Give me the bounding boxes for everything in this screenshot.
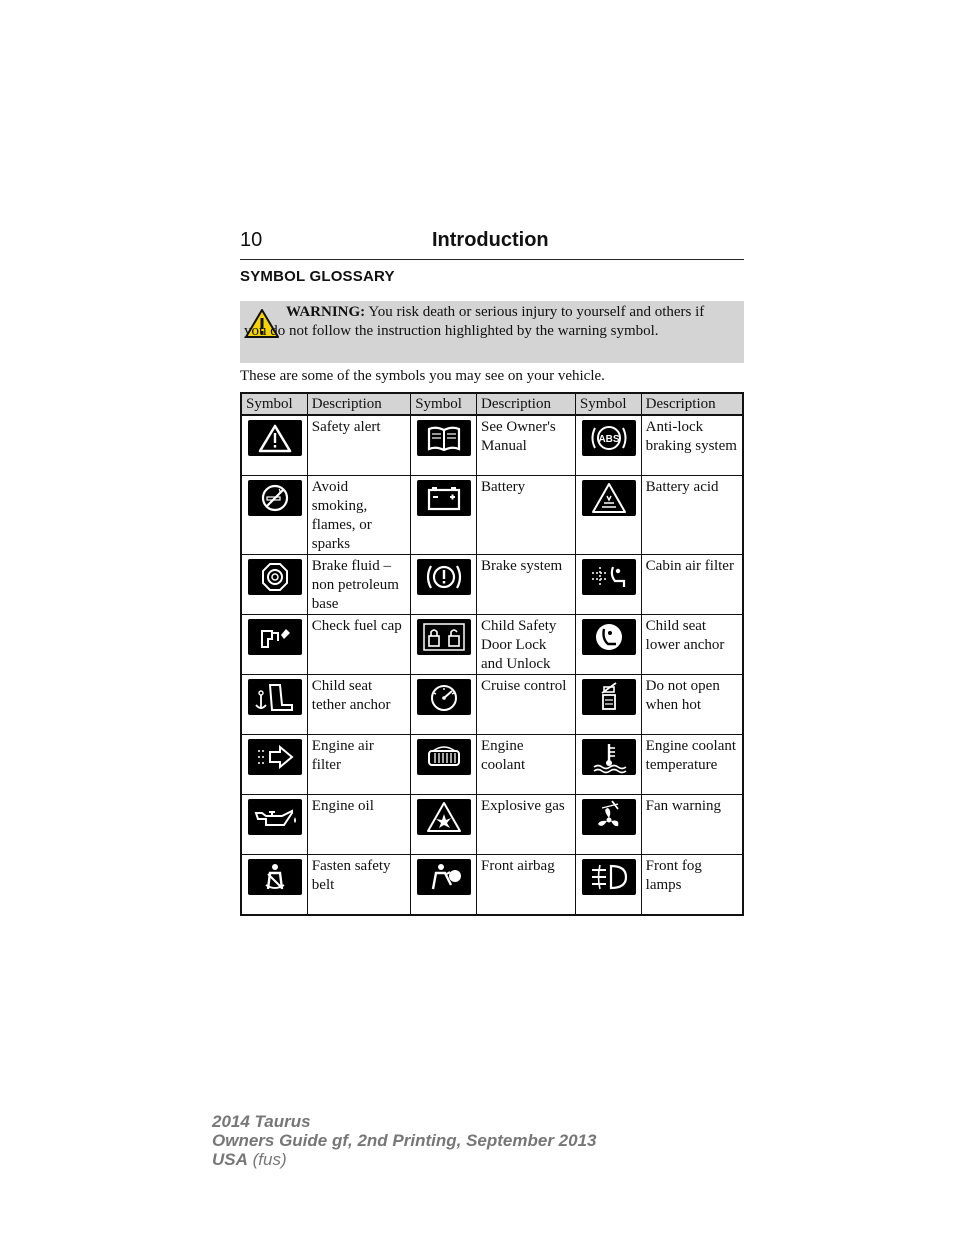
warning-text: [244, 303, 710, 341]
symbol-description: Engine air filter: [307, 735, 410, 795]
intro-text: These are some of the symbols you may see on your vehicle.: [240, 368, 605, 384]
warning-body: You risk death or serious injury to yourself and others if you do not follow the instruction highlighted by the warning symbol.: [244, 304, 705, 339]
column-header: Description: [476, 393, 575, 415]
child-lock-icon: [417, 619, 471, 655]
symbol-description: Child seat lower anchor: [641, 615, 743, 675]
warning-box: [240, 301, 744, 363]
symbol-description: Front airbag: [476, 855, 575, 916]
fuel-cap-icon: [248, 619, 302, 655]
cruise-control-icon: [417, 679, 471, 715]
front-airbag-icon: [417, 859, 471, 895]
column-header: Description: [307, 393, 410, 415]
explosive-gas-icon: [417, 799, 471, 835]
column-header: Symbol: [241, 393, 307, 415]
symbol-description: Explosive gas: [476, 795, 575, 855]
section-title: SYMBOL GLOSSARY: [240, 268, 395, 285]
symbol-description: Front fog lamps: [641, 855, 743, 916]
table-header-row: [241, 393, 743, 415]
page-header: [240, 229, 744, 260]
engine-coolant-icon: [417, 739, 471, 775]
symbol-description: Child Safety Door Lock and Unlock: [476, 615, 575, 675]
owners-manual-icon: [417, 420, 471, 456]
do-not-open-hot-icon: [582, 679, 636, 715]
page-footer: [212, 1112, 596, 1169]
engine-oil-icon: [248, 799, 302, 835]
symbol-description: Battery acid: [641, 476, 743, 555]
safety-alert-icon: [248, 420, 302, 456]
symbol-description: Safety alert: [307, 415, 410, 476]
table-row: [241, 795, 743, 855]
symbol-description: Fasten safety belt: [307, 855, 410, 916]
symbol-description: Engine oil: [307, 795, 410, 855]
column-header: Description: [641, 393, 743, 415]
symbol-description: Cruise control: [476, 675, 575, 735]
symbol-description: Check fuel cap: [307, 615, 410, 675]
symbol-description: Brake system: [476, 555, 575, 615]
column-header: Symbol: [575, 393, 641, 415]
symbol-description: Avoid smoking, flames, or sparks: [307, 476, 410, 555]
symbol-description: Engine coolant temperature: [641, 735, 743, 795]
symbol-description: Do not open when hot: [641, 675, 743, 735]
column-header: Symbol: [411, 393, 477, 415]
symbol-description: Fan warning: [641, 795, 743, 855]
engine-air-filter-icon: [248, 739, 302, 775]
table-row: [241, 675, 743, 735]
footer-region: [212, 1150, 596, 1169]
footer-region-code: (fus): [247, 1150, 287, 1169]
symbol-description: Child seat tether anchor: [307, 675, 410, 735]
symbol-description: Cabin air filter: [641, 555, 743, 615]
brake-system-icon: [417, 559, 471, 595]
seat-belt-icon: [248, 859, 302, 895]
table-row: [241, 476, 743, 555]
cabin-air-filter-icon: [582, 559, 636, 595]
chapter-title: Introduction: [432, 229, 549, 251]
warning-label: WARNING:: [286, 304, 366, 320]
battery-icon: [417, 480, 471, 516]
page-number: 10: [240, 229, 263, 251]
front-fog-lamps-icon: [582, 859, 636, 895]
footer-model: 2014 Taurus: [212, 1112, 311, 1131]
tether-anchor-icon: [248, 679, 302, 715]
table-row: [241, 555, 743, 615]
symbol-description: Brake fluid – non petroleum base: [307, 555, 410, 615]
symbol-description: See Owner's Manual: [476, 415, 575, 476]
svg-text:ABS: ABS: [598, 434, 620, 445]
symbol-description: Engine coolant: [476, 735, 575, 795]
child-seat-anchor-icon: [582, 619, 636, 655]
footer-region-main: USA: [212, 1150, 248, 1169]
no-smoking-icon: [248, 480, 302, 516]
symbol-description: Anti-lock braking system: [641, 415, 743, 476]
table-row: [241, 855, 743, 916]
battery-acid-icon: [582, 480, 636, 516]
fan-warning-icon: [582, 799, 636, 835]
brake-fluid-icon: [248, 559, 302, 595]
symbol-description: Battery: [476, 476, 575, 555]
abs-icon: [582, 420, 636, 456]
table-row: [241, 415, 743, 476]
table-row: [241, 615, 743, 675]
symbol-glossary-table: [240, 392, 744, 916]
footer-edition: Owners Guide gf, 2nd Printing, September 2013: [212, 1131, 597, 1150]
table-row: [241, 735, 743, 795]
coolant-temperature-icon: [582, 739, 636, 775]
